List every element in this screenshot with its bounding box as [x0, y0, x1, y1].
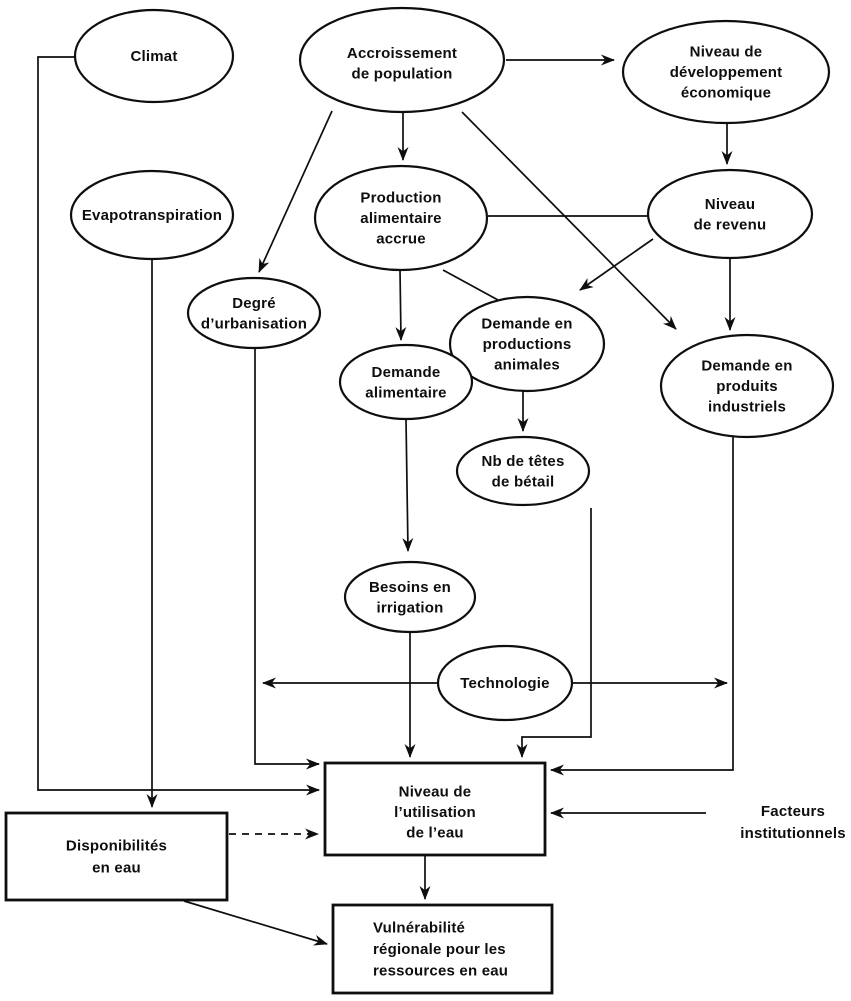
facteurs-institutionnels-label-line-2: institutionnels	[740, 825, 846, 842]
node-demande-alimentaire	[340, 345, 472, 419]
production-alimentaire-accrue-label-line-2: alimentaire	[360, 210, 442, 227]
demande-productions-animales-label-line-1: Demande en	[481, 315, 573, 333]
demande-alimentaire-label-line-2: alimentaire	[365, 384, 447, 402]
node-accroissement-population	[300, 8, 504, 112]
edge-production-alimentaire-accrue--demande-productions-animales-line	[443, 270, 498, 300]
edge-accroissement-population--degre-urbanisation-arrow	[259, 111, 332, 272]
node-disponibilites-en-eau	[6, 813, 227, 900]
node-production-alimentaire-accrue	[315, 166, 487, 270]
node-besoins-irrigation	[345, 562, 475, 632]
edge-degre-urbanisation--niveau-utilisation-eau-arrow	[255, 348, 319, 764]
edge-demande-alimentaire--besoins-irrigation-arrow	[406, 419, 408, 551]
niveau-utilisation-eau-label-line-3: de l’eau	[406, 824, 464, 842]
edge-nb-tetes-betail--niveau-utilisation-eau-arrow	[522, 508, 591, 757]
niveau-utilisation-eau-label-line-1: Niveau de	[398, 783, 472, 801]
niveau-de-revenu-label-line-1: Niveau	[704, 195, 756, 213]
niveau-developpement-economique-label-line-1: Niveau de	[689, 43, 763, 61]
demande-productions-animales-label-line-2: productions	[482, 336, 572, 353]
accroissement-population-label-line-2: de population	[351, 65, 453, 83]
nodes-layer	[6, 8, 846, 993]
demande-produits-industriels-label-line-1: Demande en	[701, 357, 793, 375]
node-demande-productions-animales	[450, 297, 604, 391]
niveau-utilisation-eau-label-line-2: l’utilisation	[394, 804, 476, 821]
vulnerabilite-regionale-label-line-1: Vulnérabilité	[373, 919, 466, 937]
node-climat	[75, 10, 233, 102]
node-degre-urbanisation	[188, 278, 320, 348]
edge-accroissement-population--demande-produits-industriels-arrow	[462, 112, 676, 329]
degre-urbanisation-ellipse	[188, 278, 320, 348]
facteurs-institutionnels-label-line-1: Facteurs	[760, 803, 826, 820]
vulnerabilite-regionale-label-line-2: régionale pour les	[373, 941, 506, 958]
niveau-de-revenu-ellipse	[648, 170, 812, 258]
niveau-developpement-economique-label-line-2: développement	[669, 64, 783, 81]
demande-alimentaire-label-line-1: Demande	[371, 363, 441, 381]
production-alimentaire-accrue-label-line-1: Production	[360, 189, 442, 207]
demande-alimentaire-ellipse	[340, 345, 472, 419]
technologie-label-line-1: Technologie	[460, 675, 550, 692]
nb-tetes-betail-label-line-2: de bétail	[491, 473, 555, 491]
edge-production-alimentaire-accrue--demande-alimentaire-arrow	[400, 270, 401, 340]
node-technologie	[438, 646, 572, 720]
accroissement-population-label-line-1: Accroissement	[346, 44, 458, 62]
node-niveau-developpement-economique	[623, 21, 829, 123]
climat-label-line-1: Climat	[130, 48, 178, 65]
nb-tetes-betail-ellipse	[457, 437, 589, 505]
demande-productions-animales-label-line-3: animales	[494, 356, 560, 374]
disponibilites-en-eau-label-line-2: en eau	[92, 859, 141, 877]
edge-disponibilites-en-eau--vulnerabilite-regionale-arrow	[184, 901, 327, 944]
node-facteurs-institutionnels	[740, 803, 846, 842]
node-vulnerabilite-regionale	[333, 905, 552, 993]
degre-urbanisation-label-line-2: d’urbanisation	[200, 315, 308, 333]
besoins-irrigation-ellipse	[345, 562, 475, 632]
demande-produits-industriels-label-line-3: industriels	[707, 398, 787, 416]
node-nb-tetes-betail	[457, 437, 589, 505]
node-niveau-de-revenu	[648, 170, 812, 258]
node-niveau-utilisation-eau	[325, 763, 545, 855]
production-alimentaire-accrue-label-line-3: accrue	[376, 230, 426, 248]
degre-urbanisation-label-line-1: Degré	[232, 294, 276, 312]
node-demande-produits-industriels	[661, 335, 833, 437]
besoins-irrigation-label-line-1: Besoins en	[368, 578, 452, 596]
disponibilites-en-eau-label-line-1: Disponibilités	[65, 837, 168, 855]
besoins-irrigation-label-line-2: irrigation	[376, 599, 444, 617]
niveau-de-revenu-label-line-2: de revenu	[693, 216, 767, 234]
nb-tetes-betail-label-line-1: Nb de têtes	[481, 452, 565, 470]
edge-niveau-de-revenu--demande-productions-animales-arrow	[580, 239, 653, 290]
disponibilites-en-eau-box	[6, 813, 227, 900]
node-evapotranspiration	[71, 171, 233, 259]
demande-produits-industriels-label-line-2: produits	[716, 378, 778, 395]
edge-climat--niveau-utilisation-eau-arrow	[38, 57, 319, 790]
evapotranspiration-label-line-1: Evapotranspiration	[81, 207, 223, 224]
niveau-developpement-economique-label-line-3: économique	[680, 84, 772, 102]
vulnerabilite-regionale-label-line-3: ressources en eau	[373, 962, 509, 980]
